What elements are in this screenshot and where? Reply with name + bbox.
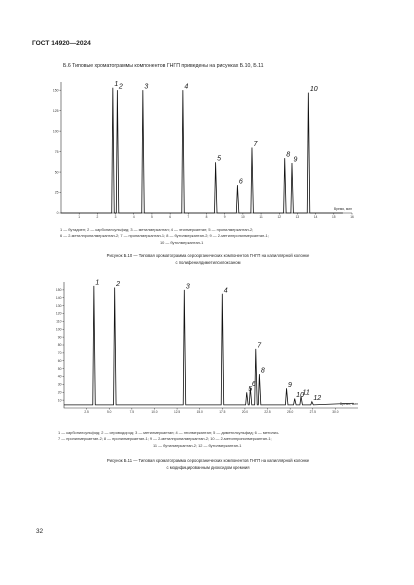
- axis-frame: [64, 282, 358, 408]
- y-tick-label: 90: [57, 335, 62, 340]
- peak-label: 10: [296, 392, 304, 400]
- y-tick-label: 50: [57, 366, 62, 371]
- x-tick-label: 17.5: [219, 410, 226, 415]
- x-tick-label: 10.0: [151, 410, 158, 415]
- y-tick-label: 25: [54, 190, 59, 195]
- chart2-trace: [64, 286, 353, 405]
- x-tick-label: 12: [277, 215, 282, 220]
- y-tick-label: 150: [52, 88, 59, 93]
- peak-label: 12: [313, 395, 322, 403]
- legend-line: 10 — бутилмеркаптан-1: [160, 239, 204, 245]
- legend-line: 11 — бутилмеркаптан-2; 12 — бутилмеркаптан-1: [153, 442, 242, 448]
- figure10-caption: [58, 252, 358, 266]
- figure11-caption: [58, 457, 358, 471]
- x-tick-label: 14: [313, 215, 318, 220]
- x-tick-label: 1: [78, 215, 81, 220]
- chart1-x-ticks: [78, 213, 354, 219]
- legend-line: 7 — пропилмеркаптан-2; 8 — пропилмеркаптан-1; 9 — 2-метилпропилмеркаптан-2; 10 — 2-метилпропилмеркаптан-1;: [58, 436, 272, 442]
- y-tick-label: 10: [57, 398, 62, 403]
- peak-label: 7: [257, 342, 262, 350]
- y-tick-label: 0: [56, 211, 59, 216]
- x-tick-label: 5.0: [107, 410, 112, 415]
- y-tick-label: 50: [54, 170, 59, 175]
- x-tick-label: 7: [187, 215, 190, 220]
- x-tick-label: 6: [169, 215, 172, 220]
- section-title: Б.6 Типовые хроматограммы компонентов ГНГП приведены на рисунках Б.10, Б.11: [63, 63, 264, 69]
- chart2-x-axis-label: Время, мин: [339, 402, 358, 406]
- y-tick-label: 125: [52, 108, 59, 113]
- x-tick-label: 11: [259, 215, 263, 220]
- y-tick-label: 30: [57, 382, 62, 387]
- peak-label: 9: [288, 381, 292, 389]
- standard-header: ГОСТ 14920—2024: [32, 40, 91, 47]
- chart2-x-ticks: [84, 408, 338, 414]
- x-tick-label: 30.0: [332, 410, 339, 415]
- x-tick-label: 5: [151, 215, 153, 220]
- x-tick-label: 2.5: [84, 410, 89, 415]
- x-tick-label: 10: [241, 215, 245, 220]
- x-tick-label: 8: [205, 215, 208, 220]
- legend-line: 1 — бутадиен; 2 — карбонилсульфид; 3 — метилмеркаптан; 4 — этилмеркаптан; 5 — пропилмеркаптан-2;: [60, 227, 254, 232]
- peak-label: 5: [217, 155, 221, 163]
- x-tick-label: 15.0: [196, 410, 203, 415]
- x-tick-label: 4: [132, 215, 135, 220]
- x-tick-label: 7.5: [129, 410, 135, 415]
- y-tick-label: 80: [57, 343, 62, 348]
- peak-label: 3: [185, 283, 190, 291]
- y-tick-label: 120: [55, 311, 62, 316]
- peak-label: 10: [309, 86, 318, 94]
- peak-label: 1: [95, 279, 100, 287]
- peak-label: 6: [238, 178, 243, 186]
- peak-label: 9: [293, 156, 298, 164]
- y-tick-label: 60: [57, 358, 62, 363]
- x-tick-label: 2: [96, 215, 99, 220]
- peak-label: 8: [260, 367, 265, 375]
- legend-line: 1 — карбонилсульфид; 2 — сероводород; 3 — метилмеркаптан; 4 — этилмеркаптан; 5 — диметилсульфид; 6 — метилиз-: [58, 430, 280, 435]
- y-tick-label: 140: [55, 295, 62, 300]
- chart1-trace: [61, 88, 343, 213]
- peak-label: 2: [118, 83, 123, 91]
- x-tick-label: 16: [350, 215, 354, 220]
- y-tick-label: 130: [55, 303, 62, 308]
- x-tick-label: 27.5: [309, 410, 316, 415]
- x-tick-label: 15: [332, 215, 336, 220]
- y-tick-label: 100: [55, 327, 62, 332]
- figure11-legend: [58, 430, 279, 449]
- chart2-peak-labels: [95, 279, 321, 402]
- chart2-y-ticks: [56, 288, 64, 402]
- caption-line: Рисунок Б.11 — Типовая хроматограмма сероорганических компонентов ГНГП на капиллярной колонке: [106, 458, 310, 463]
- peak-label: 5: [248, 385, 253, 393]
- peak-label: 3: [144, 83, 149, 91]
- peak-label: 4: [223, 287, 228, 295]
- x-tick-label: 12.5: [173, 410, 181, 415]
- peak-label: 7: [253, 141, 258, 148]
- chromatogram-b11: [40, 276, 370, 424]
- chart2-axes: [64, 282, 358, 408]
- y-tick-label: 75: [54, 149, 59, 154]
- peak-label: 4: [184, 83, 189, 91]
- x-tick-label: 25.0: [287, 410, 294, 415]
- caption-line: с полифенилдиметилсилоксаном: [175, 260, 241, 265]
- peak-label: 6: [251, 381, 256, 389]
- y-tick-label: 100: [52, 129, 59, 134]
- peak-label: 11: [302, 389, 310, 397]
- chromatogram-b10: [40, 76, 370, 226]
- peak-label: 2: [116, 281, 121, 289]
- chart1-y-ticks: [53, 88, 61, 215]
- y-tick-label: 40: [57, 374, 62, 379]
- x-tick-label: 3: [114, 215, 117, 220]
- caption-line: с модифицированным диоксидом кремния: [166, 465, 250, 470]
- y-tick-label: 20: [57, 390, 62, 395]
- page-number: 32: [36, 528, 44, 535]
- peak-label: 8: [286, 151, 291, 159]
- y-tick-label: 70: [57, 351, 62, 356]
- x-tick-label: 22.5: [264, 410, 271, 415]
- x-tick-label: 20.0: [241, 410, 249, 415]
- y-tick-label: 150: [55, 288, 62, 293]
- chart1-x-axis-label: Время, мин: [333, 207, 352, 211]
- figure10-legend: [60, 227, 269, 246]
- y-tick-label: 110: [56, 319, 62, 324]
- x-tick-label: 13: [295, 215, 300, 220]
- x-tick-label: 9: [223, 215, 226, 220]
- caption-line: Рисунок Б.10 — Типовая хроматограмма сероорганических компонентов ГНГП на капиллярной колонке: [106, 253, 310, 258]
- peak-label: 1: [114, 81, 119, 89]
- legend-line: 6 — 2-метилпропилмеркаптан-2; 7 — пропилмеркаптан-1; 8 — бутилмеркаптан-2; 9 — 2-метилпропилмеркаптан-1;: [60, 233, 269, 239]
